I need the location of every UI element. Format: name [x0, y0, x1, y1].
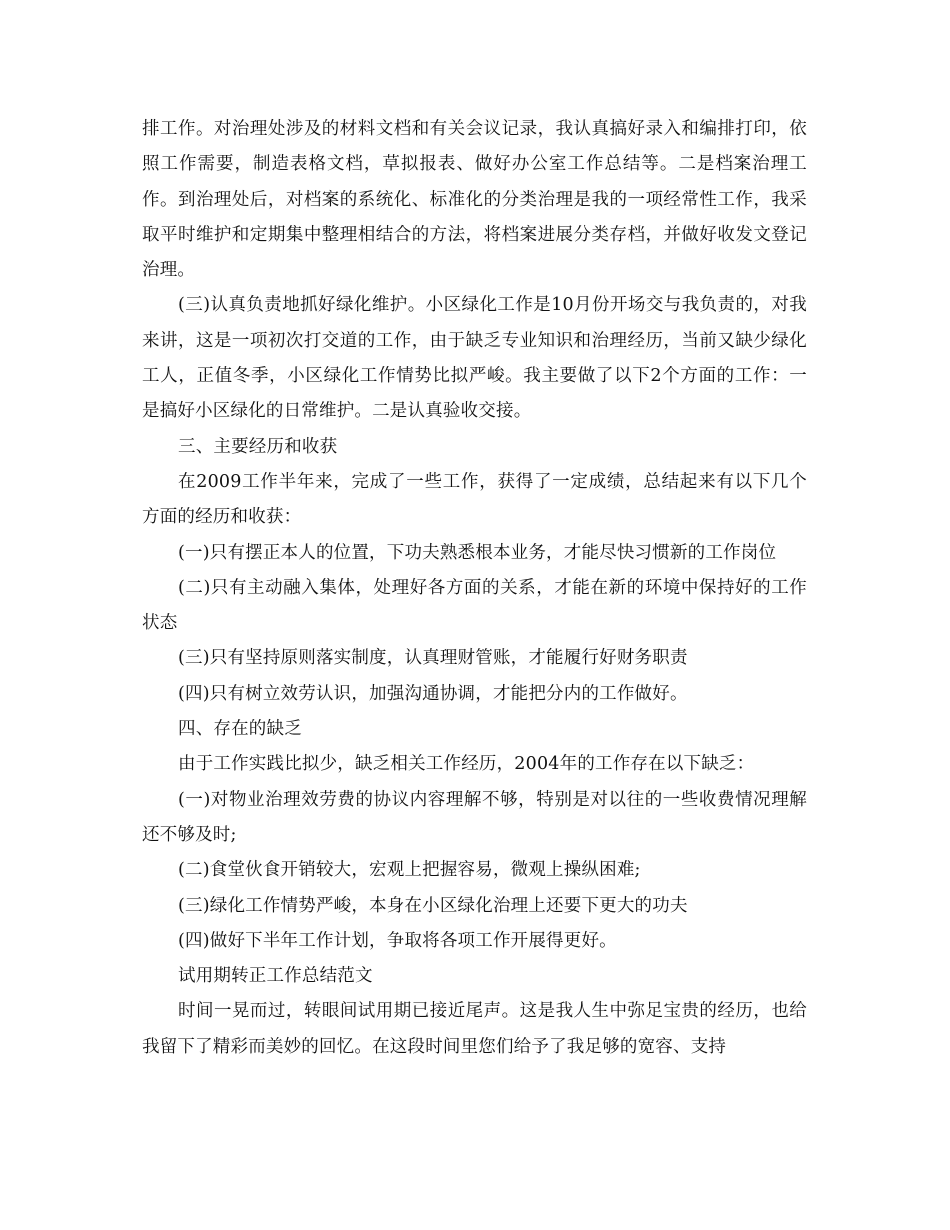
list-item-experience-4: (四)只有树立效劳认识，加强沟通协调，才能把分内的工作做好。 [178, 683, 688, 704]
list-item-experience-3: (三)只有坚持原则落实制度，认真理财管账，才能履行好财务职责 [178, 648, 688, 669]
section-heading-experience: 三、主要经历和收获 [178, 436, 338, 457]
paragraph-experience-intro: 在2009工作半年来，完成了一些工作，获得了一定成绩，总结起来有以下几个方面的经历和收获： [142, 471, 807, 528]
document-body [142, 112, 807, 1065]
list-item-shortcoming-2: (二)食堂伙食开销较大，宏观上把握容易，微观上操纵困难; [178, 860, 641, 881]
list-item-shortcoming-1: (一)对物业治理效劳费的协议内容理解不够，特别是对以往的一些收费情况理解还不够及时; [142, 789, 807, 845]
list-item-experience-1: (一)只有摆正本人的位置，下功夫熟悉根本业务，才能尽快习惯新的工作岗位 [178, 542, 777, 563]
list-item-shortcoming-4: (四)做好下半年工作计划，争取将各项工作开展得更好。 [178, 930, 617, 951]
section-title-probation-summary: 试用期转正工作总结范文 [178, 966, 373, 987]
list-item-shortcoming-3: (三)绿化工作情势严峻，本身在小区绿化治理上还要下更大的功夫 [178, 895, 688, 916]
paragraph-archive-work: 排工作。对治理处涉及的材料文档和有关会议记录，我认真搞好录入和编排打印，依照工作需要，制造表格文档，草拟报表、做好办公室工作总结等。二是档案治理工作。到治理处后，对档案的系统化、标准化的分类治理是我的一项经常性工作，我采取平时维护和定期集中整理相结合的方法，将档案进展分类存档，并做好收发文登记治理。 [142, 119, 807, 281]
section-heading-shortcomings: 四、存在的缺乏 [178, 719, 302, 740]
paragraph-shortcomings-intro: 由于工作实践比拟少，缺乏相关工作经历，2004年的工作存在以下缺乏： [178, 754, 755, 775]
list-item-experience-2: (二)只有主动融入集体，处理好各方面的关系，才能在新的环境中保持好的工作状态 [142, 577, 807, 634]
paragraph-greening-maintenance: (三)认真负责地抓好绿化维护。小区绿化工作是10月份开场交与我负责的，对我来讲，这是一项初次打交道的工作，由于缺乏专业知识和治理经历，当前又缺少绿化工人，正值冬季，小区绿化工作情势比拟严峻。我主要做了以下2个方面的工作：一是搞好小区绿化的日常维护。二是认真验收交接。 [142, 295, 807, 422]
paragraph-probation-intro: 时间一晃而过，转眼间试用期已接近尾声。这是我人生中弥足宝贵的经历，也给我留下了精彩而美妙的回忆。在这段时间里您们给予了我足够的宽容、支持 [142, 1001, 807, 1057]
